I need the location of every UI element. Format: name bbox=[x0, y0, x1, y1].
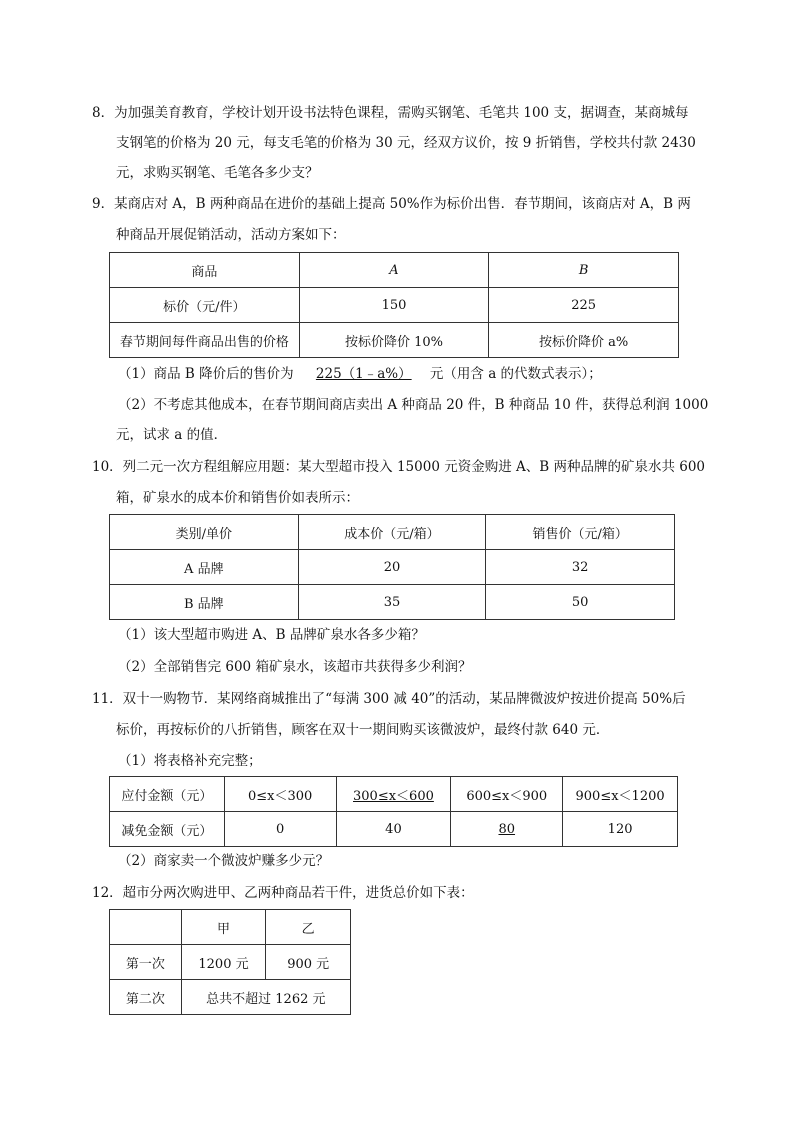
table-cell: 225 bbox=[489, 288, 679, 323]
table-row bbox=[110, 945, 351, 980]
q9-sub-1-answer: 225（1﹣a%） bbox=[315, 366, 412, 382]
table-cell: 32 bbox=[486, 550, 675, 585]
q12-table bbox=[109, 909, 351, 1015]
q9-line-1: 9．某商店对 A，B 两种商品在进价的基础上提高 50%作为标价出售．春节期间，该商店对 A，B 两 bbox=[92, 196, 691, 212]
table-row bbox=[110, 288, 679, 323]
table-cell: 商品 bbox=[110, 253, 300, 288]
table-cell: 销售价（元/箱） bbox=[486, 515, 675, 550]
q11-sub-2: （2）商家卖一个微波炉赚多少元？ bbox=[118, 853, 330, 869]
table-row bbox=[110, 515, 675, 550]
table-row bbox=[110, 550, 675, 585]
table-row bbox=[110, 323, 679, 358]
table-row bbox=[110, 777, 678, 812]
table-cell: B 品牌 bbox=[110, 585, 299, 620]
table-cell: 总共不超过 1262 元 bbox=[181, 980, 350, 1015]
table-cell: 35 bbox=[298, 585, 486, 620]
table-row bbox=[110, 980, 351, 1015]
q8-line-1: 8．为加强美育教育，学校计划开设书法特色课程，需购买钢笔、毛笔共 100 支，据调查，某商城每 bbox=[92, 105, 689, 121]
table-cell bbox=[336, 777, 451, 812]
q9-sub-2-line-1: （2）不考虑其他成本，在春节期间商店卖出 A 种商品 20 件，B 种商品 10 件，获得总利润 1000 bbox=[118, 397, 709, 413]
table-cell: 按标价降价 10% bbox=[299, 323, 489, 358]
table-cell: 按标价降价 a% bbox=[489, 323, 679, 358]
table-cell: 春节期间每件商品出售的价格 bbox=[110, 323, 300, 358]
q10-sub-1: （1）该大型超市购进 A、B 品牌矿泉水各多少箱？ bbox=[118, 627, 425, 643]
table-cell: 第一次 bbox=[110, 945, 182, 980]
table-cell bbox=[110, 910, 182, 945]
table-cell: 甲 bbox=[181, 910, 266, 945]
table-cell: 减免金额（元） bbox=[110, 812, 225, 847]
table-cell: 标价（元/件） bbox=[110, 288, 300, 323]
q11-line-1: 11．双十一购物节．某网络商城推出了“每满 300 减 40”的活动，某品牌微波炉按进价提高 50%后 bbox=[92, 691, 686, 707]
table-cell: 20 bbox=[298, 550, 486, 585]
q9-sub-1 bbox=[118, 364, 602, 384]
table-cell: 50 bbox=[486, 585, 675, 620]
fill-answer: 80 bbox=[498, 821, 516, 837]
table-cell: B bbox=[489, 253, 679, 288]
table-cell: 应付金额（元） bbox=[110, 777, 225, 812]
table-cell: A bbox=[299, 253, 489, 288]
q11-sub-1: （1）将表格补充完整； bbox=[118, 753, 262, 769]
table-row bbox=[110, 910, 351, 945]
q10-table bbox=[109, 514, 675, 620]
q9-sub-2-line-2: 元，试求 a 的值． bbox=[116, 427, 228, 443]
q8-line-3: 元，求购买钢笔、毛笔各多少支？ bbox=[116, 165, 319, 181]
table-cell bbox=[451, 812, 563, 847]
table-row bbox=[110, 585, 675, 620]
table-cell: 900≤x＜1200 bbox=[563, 777, 678, 812]
table-cell: 成本价（元/箱） bbox=[298, 515, 486, 550]
table-cell: 0≤x＜300 bbox=[224, 777, 336, 812]
q9-sub-1-prefix: （1）商品 B 降价后的售价为 bbox=[118, 366, 294, 382]
q9-line-2: 种商品开展促销活动，活动方案如下： bbox=[116, 227, 346, 243]
q10-line-2: 箱，矿泉水的成本价和销售价如表所示： bbox=[116, 490, 359, 506]
table-cell: A 品牌 bbox=[110, 550, 299, 585]
table-cell: 0 bbox=[224, 812, 336, 847]
table-row bbox=[110, 253, 679, 288]
table-cell: 第二次 bbox=[110, 980, 182, 1015]
table-cell: 乙 bbox=[266, 910, 351, 945]
q10-line-1: 10．列二元一次方程组解应用题：某大型超市投入 15000 元资金购进 A、B 两种品牌的矿泉水共 600 bbox=[92, 459, 706, 475]
q10-sub-2: （2）全部销售完 600 箱矿泉水，该超市共获得多少利润？ bbox=[118, 659, 472, 675]
table-cell: 40 bbox=[336, 812, 451, 847]
table-cell: 类别/单价 bbox=[110, 515, 299, 550]
table-cell: 600≤x＜900 bbox=[451, 777, 563, 812]
q9-table bbox=[109, 252, 679, 358]
q11-table bbox=[109, 776, 678, 847]
q12-line-1: 12．超市分两次购进甲、乙两种商品若干件，进货总价如下表： bbox=[92, 885, 474, 901]
table-cell: 1200 元 bbox=[181, 945, 266, 980]
q11-line-2: 标价，再按标价的八折销售，顾客在双十一期间购买该微波炉，最终付款 640 元． bbox=[116, 722, 610, 738]
q8-line-2: 支钢笔的价格为 20 元，每支毛笔的价格为 30 元，经双方议价，按 9 折销售，学校共付款 2430 bbox=[116, 135, 696, 151]
table-cell: 120 bbox=[563, 812, 678, 847]
fill-answer: 300≤x＜600 bbox=[353, 788, 434, 804]
table-row bbox=[110, 812, 678, 847]
q9-sub-1-suffix: 元（用含 a 的代数式表示）； bbox=[429, 366, 602, 382]
table-cell: 150 bbox=[299, 288, 489, 323]
table-cell: 900 元 bbox=[266, 945, 351, 980]
